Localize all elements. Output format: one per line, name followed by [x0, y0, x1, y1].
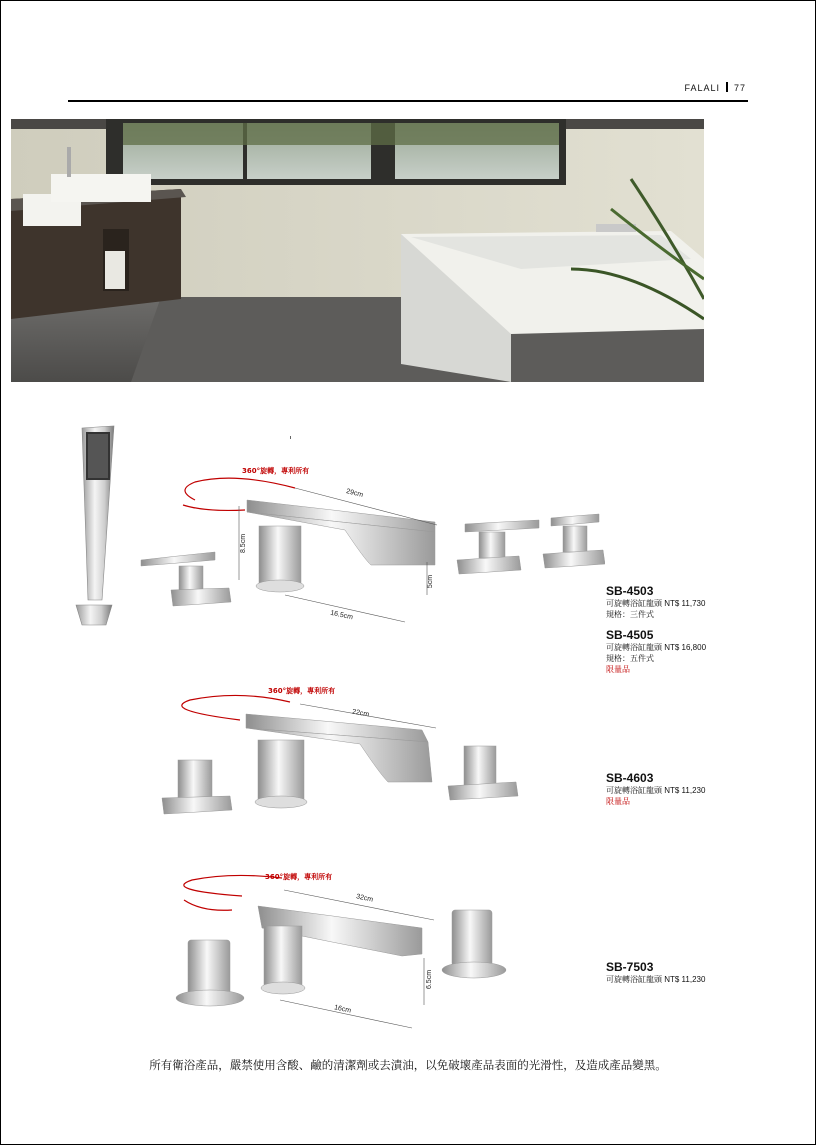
product-sb-4603	[606, 771, 705, 807]
hero-photo	[11, 119, 704, 382]
product-note: 限量品	[606, 797, 630, 806]
dim-row3-top: 32cm	[355, 893, 374, 904]
product-model: SB-7503	[606, 960, 654, 974]
header-rule	[68, 100, 748, 102]
product-model: SB-4603	[606, 771, 654, 785]
product-model: SB-4505	[606, 628, 654, 642]
dim-row1-top: 29cm	[345, 488, 364, 499]
page-number: 77	[733, 83, 746, 93]
product-note: 限量品	[606, 665, 630, 674]
product-sb-4505	[606, 628, 706, 675]
product-desc: 可旋轉浴缸龍頭 NT$ 11,230	[606, 975, 706, 984]
rotation-label-row3: 360°旋轉，專利所有	[265, 873, 333, 881]
product-sb-7503	[606, 960, 705, 985]
faucet-set-row1-image	[135, 470, 605, 630]
faucet-set-row2-image	[160, 690, 530, 820]
header-separator	[726, 82, 728, 92]
page-header	[684, 82, 746, 93]
dim-row2-top: 22cm	[351, 708, 370, 719]
hand-shower-image	[62, 420, 132, 635]
brand-name: FALALI	[684, 83, 720, 93]
dim-row1-right: 5cm	[427, 574, 435, 589]
dim-row1-bottom: 16.5cm	[329, 609, 354, 622]
dim-row1-left: 8.5cm	[240, 533, 248, 554]
rotation-label-row2: 360°旋轉，專利所有	[268, 687, 336, 695]
dim-row3-bottom: 16cm	[333, 1004, 352, 1015]
tick-mark	[290, 436, 291, 439]
product-desc: 可旋轉浴缸龍頭 NT$ 11,730	[606, 599, 706, 608]
product-sb-4503	[606, 584, 705, 620]
product-desc: 可旋轉浴缸龍頭 NT$ 11,230	[606, 786, 706, 795]
care-instructions: 所有衛浴產品，嚴禁使用含酸、鹼的清潔劑或去漬油，以免破壞產品表面的光滑性，及造成產品變黑。	[149, 1058, 667, 1072]
product-model: SB-4503	[606, 584, 654, 598]
product-spec: 規格：五件式	[606, 654, 654, 663]
rotation-label-row1: 360°旋轉，專利所有	[242, 467, 310, 475]
product-desc: 可旋轉浴缸龍頭 NT$ 16,800	[606, 643, 707, 652]
dim-row3-right: 6.5cm	[426, 969, 434, 990]
product-spec: 規格：三件式	[606, 610, 654, 619]
